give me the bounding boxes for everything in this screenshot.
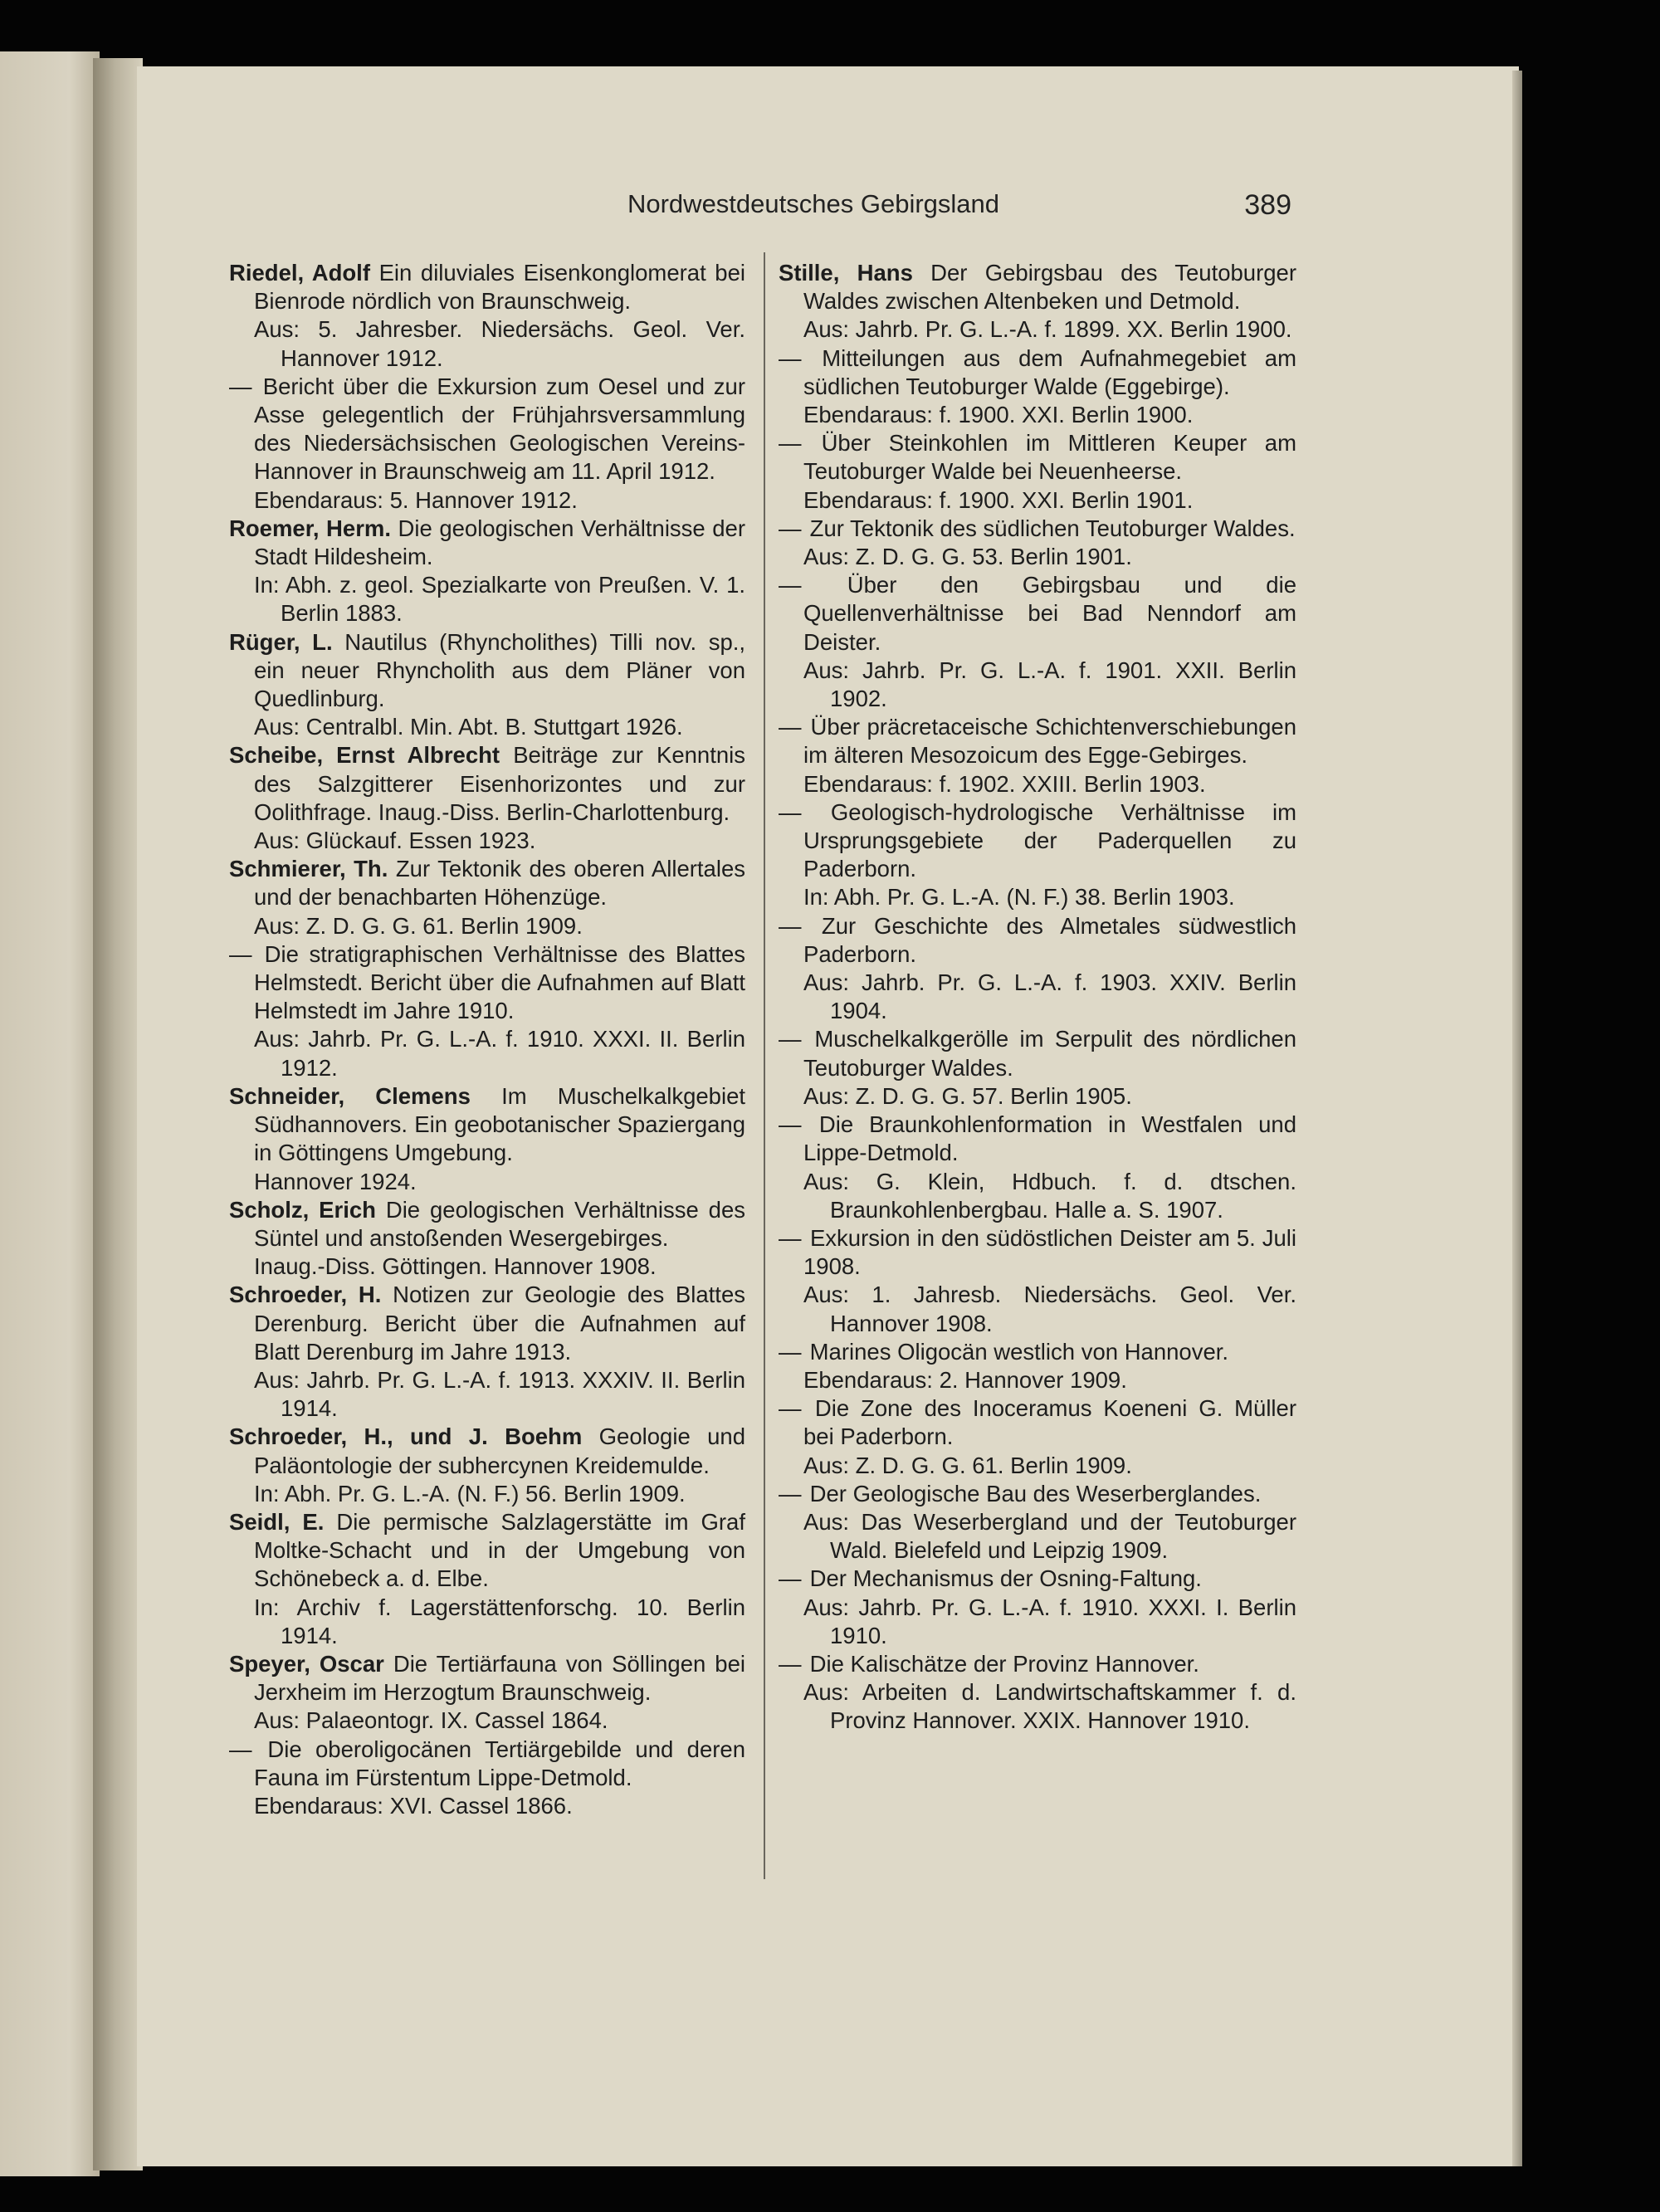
ditto-dash: — <box>779 1565 802 1592</box>
bibliography-entry <box>779 798 1296 912</box>
entry-title: Der Mechanismus der Osning-Faltung. <box>809 1565 1202 1592</box>
entry-citation <box>779 912 1296 969</box>
entry-source: Aus: Z. D. G. G. 61. Berlin 1909. <box>803 1452 1132 1478</box>
entry-author: Seidl, E. <box>229 1508 325 1535</box>
entry-source: Aus: Centralbl. Min. Abt. B. Stuttgart 1926. <box>254 714 683 740</box>
entry-source: In: Archiv f. Lagerstättenforschg. 10. Berlin 1914. <box>254 1594 745 1648</box>
bibliography-entry <box>779 344 1296 430</box>
ditto-dash: — <box>229 940 252 967</box>
entry-citation <box>779 1650 1296 1678</box>
entry-title: Die geologischen Verhältnisse des Süntel und anstoßenden Wesergebirges. <box>254 1196 745 1251</box>
bibliography-entry <box>779 1025 1296 1111</box>
page-edge-shadow <box>1512 71 1522 2166</box>
entry-author: Roemer, Herm. <box>229 515 391 541</box>
entry-citation <box>779 798 1296 884</box>
entry-author: Stille, Hans <box>779 260 913 286</box>
entry-title: Im Muschelkalkgebiet Südhannovers. Ein geobotanischer Spaziergang in Göttingens Umgebung. <box>254 1082 746 1166</box>
entry-title: Die stratigraphischen Verhältnisse des Blattes Helmstedt. Bericht über die Aufnahmen auf Blatt Helmstedt im Jahre 1910. <box>254 940 746 1024</box>
ditto-dash: — <box>229 1736 252 1762</box>
bibliography-entry <box>229 741 745 855</box>
bibliography-entry <box>229 940 745 1082</box>
bibliography-entry <box>229 1082 745 1196</box>
book-gutter <box>93 58 143 2170</box>
entry-citation <box>779 713 1296 769</box>
entry-source: Aus: Palaeontogr. IX. Cassel 1864. <box>254 1707 608 1734</box>
ditto-dash: — <box>229 373 252 399</box>
entry-title: Ein diluviales Eisenkonglomerat bei Bienrode nördlich von Braunschweig. <box>254 260 746 315</box>
entry-citation <box>779 1565 1296 1593</box>
ditto-dash: — <box>779 714 802 740</box>
entry-author: Riedel, Adolf <box>229 260 370 286</box>
entry-source: Aus: 1. Jahresb. Niedersächs. Geol. Ver. Hannover 1908. <box>803 1282 1296 1336</box>
entry-citation <box>229 1281 745 1366</box>
bibliography-entry <box>229 855 745 940</box>
bibliography-entry <box>779 1394 1296 1480</box>
entry-title: Geologie und Paläontologie der subhercynen Kreidemulde. <box>254 1423 746 1478</box>
entry-citation <box>779 515 1296 543</box>
entry-citation <box>229 1650 745 1707</box>
entry-citation <box>779 1025 1296 1082</box>
entry-citation <box>229 628 745 714</box>
entry-citation <box>229 1423 745 1479</box>
entry-source: Aus: 5. Jahresber. Niedersächs. Geol. Ver. Hannover 1912. <box>254 316 745 371</box>
entry-title: Der Geologische Bau des Weserberglandes. <box>809 1480 1262 1506</box>
entry-title: Exkursion in den südöstlichen Deister am 5. Juli 1908. <box>803 1224 1296 1280</box>
page-number: 389 <box>1244 189 1291 221</box>
bibliography-entry <box>779 571 1296 713</box>
entry-title: Die Zone des Inoceramus Koeneni G. Müller bei Paderborn. <box>803 1395 1296 1450</box>
right-column <box>779 259 1296 1736</box>
entry-title: Nautilus (Rhyncholithes) Tilli nov. sp., ein neuer Rhyncholith aus dem Pläner von Quedlinburg. <box>254 628 746 712</box>
entry-citation <box>779 259 1296 315</box>
entry-author: Schneider, Clemens <box>229 1082 471 1109</box>
bibliography-entry <box>779 259 1296 344</box>
entry-source: In: Abh. z. geol. Spezialkarte von Preußen. V. 1. Berlin 1883. <box>254 572 745 627</box>
entry-title: Über präcretaceische Schichtenverschiebungen im älteren Mesozoicum des Egge-Gebirges. <box>803 714 1297 769</box>
entry-citation <box>779 429 1296 486</box>
left-column <box>229 259 745 1820</box>
entry-author: Schroeder, H. <box>229 1282 382 1308</box>
entry-title: Über den Gebirgsbau und die Quellenverhältnisse bei Bad Nenndorf am Deister. <box>803 572 1296 655</box>
entry-citation <box>229 1082 745 1168</box>
entry-citation <box>229 259 745 315</box>
entry-title: Mitteilungen aus dem Aufnahmegebiet am südlichen Teutoburger Walde (Eggebirge). <box>803 344 1297 399</box>
entry-citation <box>229 515 745 571</box>
ditto-dash: — <box>779 572 802 598</box>
entry-source: Aus: Z. D. G. G. 61. Berlin 1909. <box>254 912 583 939</box>
entry-title: Zur Tektonik des oberen Allertales und der benachbarten Höhenzüge. <box>254 856 746 911</box>
entry-source: Aus: Jahrb. Pr. G. L.-A. f. 1903. XXIV. Berlin 1904. <box>803 969 1296 1024</box>
entry-source: Ebendaraus: 5. Hannover 1912. <box>254 486 578 513</box>
entry-citation <box>229 855 745 911</box>
entry-author: Schmierer, Th. <box>229 856 388 882</box>
entry-source: Ebendaraus: f. 1900. XXI. Berlin 1900. <box>803 402 1194 428</box>
entry-citation <box>229 940 745 1026</box>
entry-source: Aus: Glückauf. Essen 1923. <box>254 828 536 854</box>
entry-author: Schroeder, H., und J. Boehm <box>229 1423 583 1450</box>
ditto-dash: — <box>779 1650 802 1677</box>
bibliography-entry <box>779 1650 1296 1736</box>
entry-title: Die Tertiärfauna von Söllingen bei Jerxheim im Herzogtum Braunschweig. <box>254 1650 745 1706</box>
bibliography-entry <box>779 515 1296 571</box>
entry-title: Notizen zur Geologie des Blattes Derenburg. Bericht über die Aufnahmen auf Blatt Derenburg im Jahre 1913. <box>254 1282 745 1365</box>
entry-title: Beiträge zur Kenntnis des Salzgitterer Eisenhorizontes und zur Oolithfrage. Inaug.-Diss. Berlin-Charlottenburg. <box>254 742 746 825</box>
entry-title: Geologisch-hydrologische Verhältnisse im Ursprungsgebiete der Paderquellen zu Paderborn. <box>803 798 1296 882</box>
ditto-dash: — <box>779 344 802 371</box>
entry-citation <box>229 373 745 486</box>
entry-source: In: Abh. Pr. G. L.-A. (N. F.) 56. Berlin 1909. <box>254 1480 686 1506</box>
entry-source: Aus: Jahrb. Pr. G. L.-A. f. 1910. XXXI. II. Berlin 1912. <box>254 1026 745 1081</box>
bibliography-entry <box>229 1281 745 1423</box>
entry-author: Rüger, L. <box>229 628 333 655</box>
entry-title: Bericht über die Exkursion zum Oesel und zur Asse gelegentlich der Frühjahrsversammlung des Niedersächsischen Geologischen Vereins-Hannover in Braunschweig am 11. April 1912. <box>254 373 745 485</box>
ditto-dash: — <box>779 1026 802 1052</box>
entry-citation <box>779 1224 1296 1281</box>
entry-source: Aus: Das Weserbergland und der Teutoburger Wald. Bielefeld und Leipzig 1909. <box>803 1508 1296 1564</box>
bibliography-entry <box>229 1736 745 1821</box>
ditto-dash: — <box>779 1111 802 1138</box>
entry-title: Der Gebirgsbau des Teutoburger Waldes zwischen Altenbeken und Detmold. <box>803 260 1297 315</box>
bibliography-entry <box>229 628 745 742</box>
entry-source: Inaug.-Diss. Göttingen. Hannover 1908. <box>254 1253 657 1280</box>
entry-citation <box>779 1394 1296 1451</box>
entry-title: Zur Tektonik des südlichen Teutoburger Waldes. <box>809 515 1296 541</box>
entry-author: Scheibe, Ernst Albrecht <box>229 742 500 769</box>
entry-title: Marines Oligocän westlich von Hannover. <box>809 1338 1229 1365</box>
entry-source: Ebendaraus: f. 1902. XXIII. Berlin 1903. <box>803 770 1206 797</box>
entry-citation <box>229 1508 745 1594</box>
entry-source: Ebendaraus: 2. Hannover 1909. <box>803 1366 1127 1393</box>
entry-source: Hannover 1924. <box>254 1168 417 1194</box>
entry-source: In: Abh. Pr. G. L.-A. (N. F.) 38. Berlin 1903. <box>803 884 1235 911</box>
entry-title: Zur Geschichte des Almetales südwestlich Paderborn. <box>803 912 1297 967</box>
ditto-dash: — <box>779 1338 802 1365</box>
entry-source: Ebendaraus: XVI. Cassel 1866. <box>254 1792 573 1819</box>
entry-title: Die oberoligocänen Tertiärgebilde und deren Fauna im Fürstentum Lippe-Detmold. <box>254 1736 745 1790</box>
entry-citation <box>779 571 1296 657</box>
ditto-dash: — <box>779 798 802 825</box>
entry-source: Aus: Jahrb. Pr. G. L.-A. f. 1901. XXII. Berlin 1902. <box>803 657 1296 712</box>
ditto-dash: — <box>779 1224 802 1251</box>
bibliography-entry <box>229 1196 745 1282</box>
entry-source: Aus: Arbeiten d. Landwirtschaftskammer f. d. Provinz Hannover. XXIX. Hannover 1910. <box>803 1679 1296 1734</box>
bibliography-entry <box>229 1508 745 1650</box>
entry-source: Aus: Z. D. G. G. 57. Berlin 1905. <box>803 1082 1132 1109</box>
bibliography-entry <box>779 1338 1296 1394</box>
bibliography-entry <box>779 713 1296 798</box>
entry-title: Die permische Salzlagerstätte im Graf Moltke-Schacht und in der Umgebung von Schönebeck a. d. Elbe. <box>254 1508 745 1592</box>
bibliography-entry <box>779 1480 1296 1565</box>
entry-citation <box>229 741 745 827</box>
bibliography-entry <box>229 373 745 515</box>
facing-page-edge <box>0 51 100 2176</box>
ditto-dash: — <box>779 430 802 457</box>
bibliography-entry <box>779 1224 1296 1338</box>
entry-citation <box>779 344 1296 401</box>
entry-citation <box>229 1196 745 1252</box>
entry-citation <box>229 1736 745 1792</box>
bibliography-entry <box>229 515 745 628</box>
entry-title: Die geologischen Verhältnisse der Stadt Hildesheim. <box>254 515 745 570</box>
bibliography-entry <box>779 912 1296 1026</box>
bibliography-entry <box>229 1650 745 1736</box>
entry-title: Die Braunkohlenformation in Westfalen und Lippe-Detmold. <box>803 1111 1296 1166</box>
entry-source: Aus: Jahrb. Pr. G. L.-A. f. 1899. XX. Berlin 1900. <box>803 316 1292 343</box>
entry-citation <box>779 1480 1296 1508</box>
entry-author: Scholz, Erich <box>229 1196 376 1223</box>
entry-author: Speyer, Oscar <box>229 1650 384 1677</box>
bibliography-entry <box>229 259 745 373</box>
bibliography-entry <box>779 1111 1296 1224</box>
ditto-dash: — <box>779 515 802 541</box>
bibliography-entry <box>229 1423 745 1508</box>
ditto-dash: — <box>779 912 802 939</box>
ditto-dash: — <box>779 1395 802 1422</box>
entry-citation <box>779 1338 1296 1366</box>
entry-source: Aus: G. Klein, Hdbuch. f. d. dtschen. Braunkohlenbergbau. Halle a. S. 1907. <box>803 1168 1296 1223</box>
ditto-dash: — <box>779 1480 802 1506</box>
running-head: Nordwestdeutsches Gebirgsland <box>627 189 1000 218</box>
entry-title: Die Kalischätze der Provinz Hannover. <box>809 1650 1199 1677</box>
entry-title: Über Steinkohlen im Mittleren Keuper am Teutoburger Walde bei Neuenheerse. <box>803 430 1297 485</box>
bibliography-entry <box>779 429 1296 515</box>
entry-source: Aus: Jahrb. Pr. G. L.-A. f. 1910. XXXI. I. Berlin 1910. <box>803 1594 1296 1648</box>
bibliography-entry <box>779 1565 1296 1650</box>
entry-source: Aus: Jahrb. Pr. G. L.-A. f. 1913. XXXIV. II. Berlin 1914. <box>254 1366 745 1422</box>
entry-citation <box>779 1111 1296 1167</box>
entry-source: Ebendaraus: f. 1900. XXI. Berlin 1901. <box>803 486 1194 513</box>
entry-source: Aus: Z. D. G. G. 53. Berlin 1901. <box>803 544 1132 570</box>
entry-title: Muschelkalkgerölle im Serpulit des nördlichen Teutoburger Waldes. <box>803 1026 1296 1081</box>
